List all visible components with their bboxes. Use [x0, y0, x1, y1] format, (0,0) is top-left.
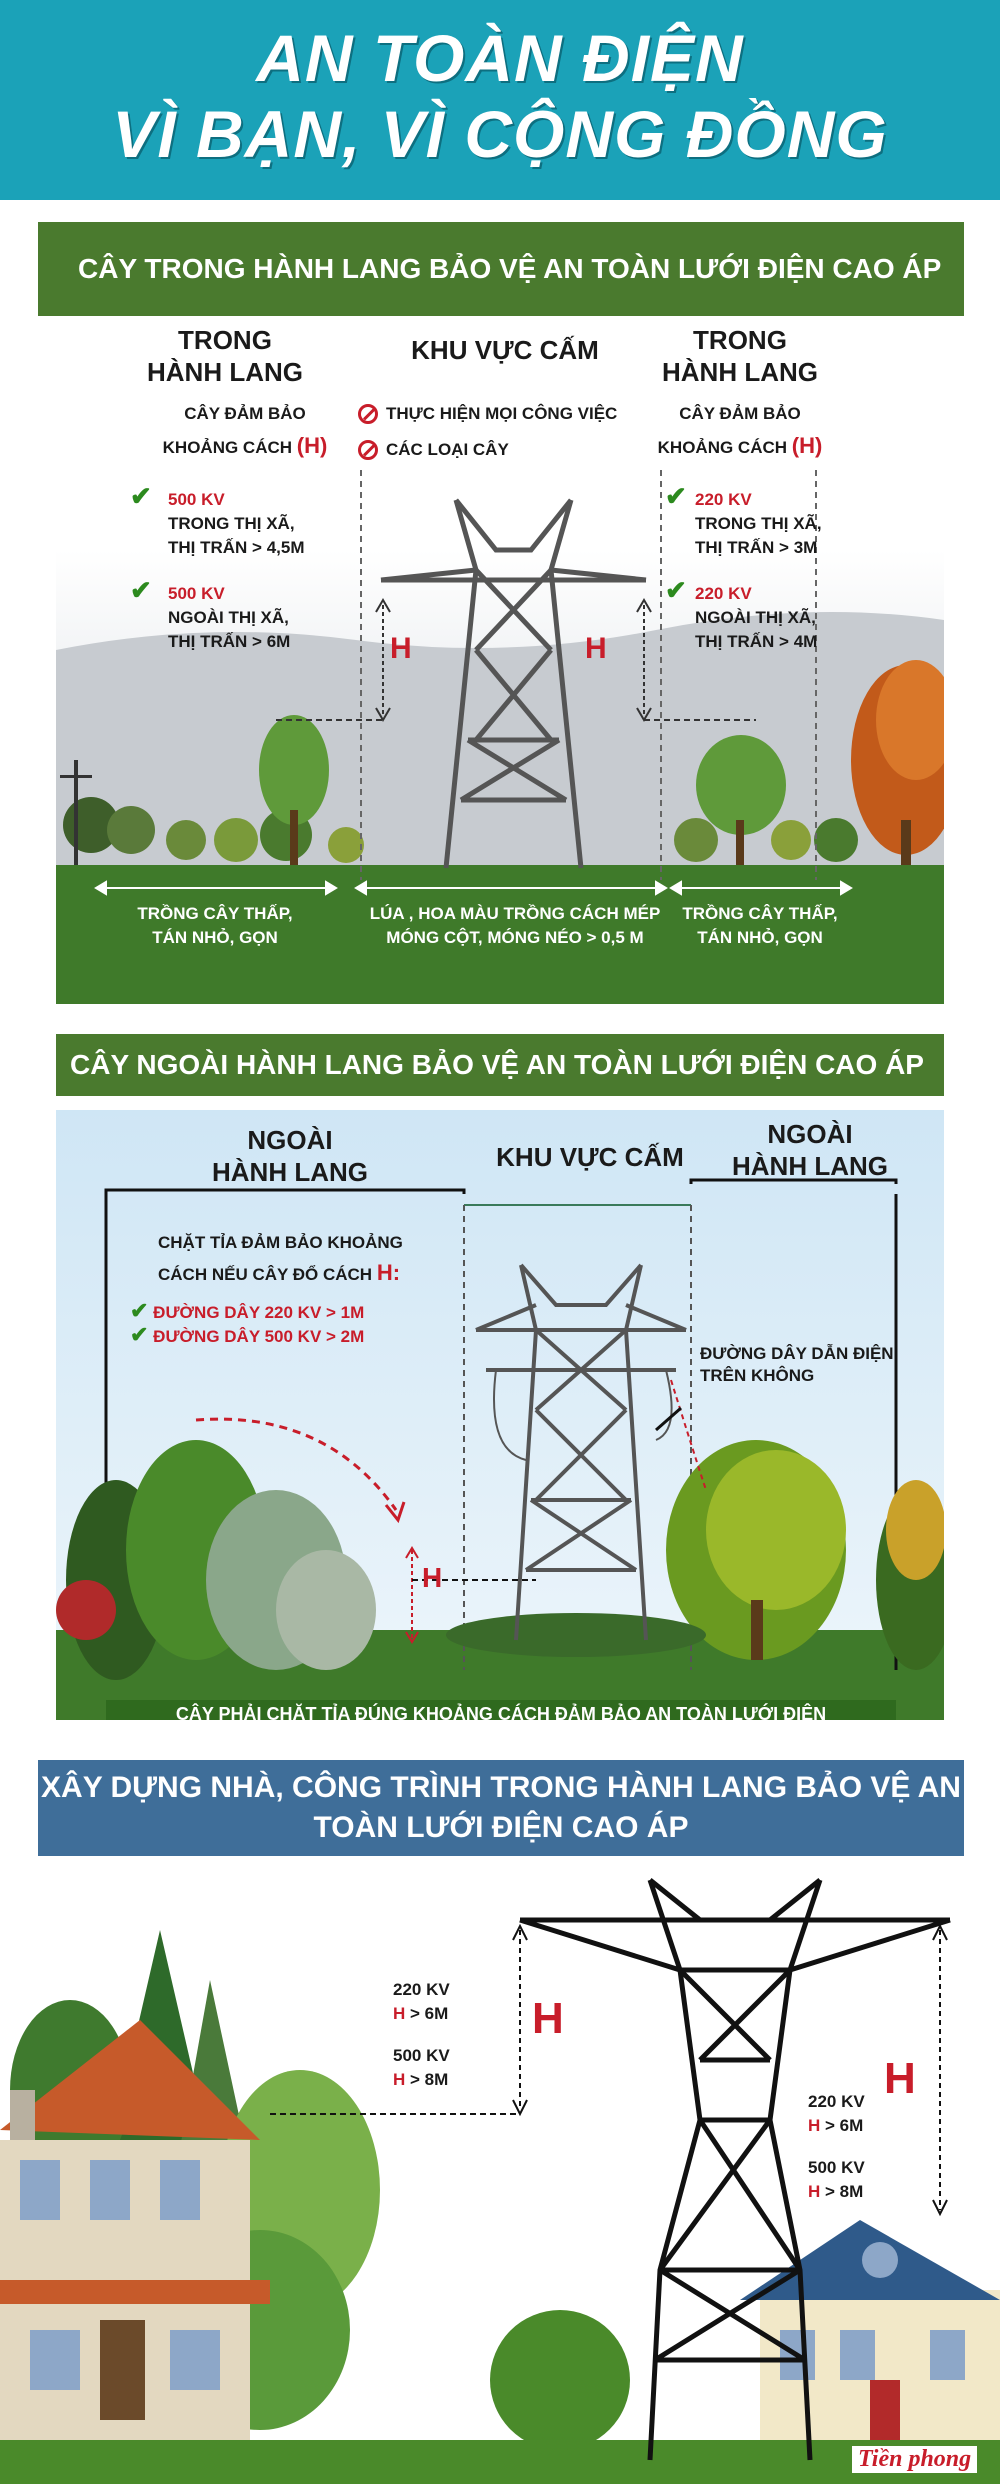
s1-right-220b: [665, 575, 845, 654]
s1-left-note: CÂY ĐẢM BẢO KHOẢNG CÁCH (H): [150, 402, 340, 460]
s1-left-heading-1: TRONG: [178, 325, 272, 355]
section1-banner-text: CÂY TRONG HÀNH LANG BẢO VỆ AN TOÀN LƯỚI ĐIỆN CAO ÁP: [78, 253, 942, 284]
s2-wire-label-2: TRÊN KHÔNG: [700, 1366, 815, 1385]
s3-right-220-h: H: [808, 2116, 821, 2135]
section3-banner-line2: TOÀN LƯỚI ĐIỆN CAO ÁP: [313, 1811, 689, 1844]
s1-ground-left-1: TRỒNG CÂY THẤP,: [137, 904, 293, 923]
s1-left-500b: [130, 575, 340, 654]
s1-forbidden-item-1: [358, 402, 628, 426]
s1-right-heading: [630, 324, 850, 388]
s1-ground-left-2: TÁN NHỎ, GỌN: [152, 928, 278, 947]
section3-banner: [38, 1760, 964, 1856]
s1-right-heading-1: TRONG: [693, 325, 787, 355]
s1-right-heading-2: HÀNH LANG: [662, 357, 818, 387]
s1-right-220b-kv: 220 KV: [695, 584, 752, 603]
s1-right-note: CÂY ĐẢM BẢO KHOẢNG CÁCH (H): [655, 402, 825, 460]
checkmark-icon: ✔: [665, 481, 687, 511]
right-house: [740, 2220, 1000, 2440]
s1-right-220a-kv: 220 KV: [695, 490, 752, 509]
s2-rule-220-row: [130, 1300, 430, 1324]
s1-right-220a-l1: TRONG THỊ XÃ,: [695, 514, 822, 533]
s3-left-220-val: > 6M: [410, 2004, 449, 2023]
s1-left-heading: [110, 324, 340, 388]
section1-banner: [38, 222, 964, 316]
s2-rule-500-row: [130, 1324, 430, 1348]
checkmark-icon: ✔: [130, 1322, 149, 1347]
s1-h-label-right: H: [585, 632, 607, 665]
section2-banner: [56, 1034, 944, 1096]
s1-left-500b-l2: THỊ TRẤN > 6M: [168, 632, 291, 651]
s2-wire-label-1: ĐƯỜNG DÂY DẪN ĐIỆN: [700, 1344, 894, 1363]
s1-right-220a: [665, 481, 845, 560]
page-title-line1: AN TOÀN ĐIỆN: [256, 21, 744, 95]
s2-left-heading-2: HÀNH LANG: [212, 1157, 368, 1187]
s1-center-heading: KHU VỰC CẤM: [411, 335, 599, 365]
s3-right-220: [808, 2090, 948, 2138]
s1-ground-left: [95, 902, 335, 950]
s3-left-500-val: > 8M: [410, 2070, 449, 2089]
s2-rules: [130, 1300, 430, 1348]
s3-left-220-h: H: [393, 2004, 406, 2023]
s1-ground-center-2: MÓNG CỘT, MÓNG NÉO > 0,5 M: [386, 928, 644, 947]
s1-left-500b-kv: 500 KV: [168, 584, 225, 603]
s3-left-500-h: H: [393, 2070, 406, 2089]
s3-right-500-h: H: [808, 2182, 821, 2201]
no-entry-icon: [358, 404, 378, 424]
s1-right-h-symbol: H: [799, 433, 815, 458]
section2-banner-text: CÂY NGOÀI HÀNH LANG BẢO VỆ AN TOÀN LƯỚI ĐIỆN CAO ÁP: [70, 1049, 924, 1080]
s3-right-500-val: > 8M: [825, 2182, 864, 2201]
s3-right-500-kv: 500 KV: [808, 2158, 865, 2177]
s1-left-note-2: KHOẢNG CÁCH: [162, 438, 293, 457]
s1-left-500a-l1: TRONG THỊ XÃ,: [168, 514, 295, 533]
s1-ground-right-1: TRỒNG CÂY THẤP,: [682, 904, 838, 923]
s2-note-1: CHẶT TỈA ĐẢM BẢO KHOẢNG: [158, 1233, 403, 1252]
s3-left-220: [393, 1978, 533, 2026]
page-title-line2: VÌ BẠN, VÌ CỘNG ĐỒNG: [112, 97, 888, 171]
no-entry-icon: [358, 440, 378, 460]
s1-forbidden-text-1: THỰC HIỆN MỌI CÔNG VIỆC: [386, 404, 618, 423]
s1-ground-right-2: TÁN NHỎ, GỌN: [697, 928, 823, 947]
s2-wire-label: [700, 1343, 920, 1387]
s2-h-label: H: [422, 1562, 443, 1593]
s1-left-500a: [130, 481, 340, 560]
s2-rule-220: ĐƯỜNG DÂY 220 KV > 1M: [153, 1303, 365, 1322]
s1-right-220a-l2: THỊ TRẤN > 3M: [695, 538, 818, 557]
s1-right-220b-l1: NGOÀI THỊ XÃ,: [695, 608, 816, 627]
s2-note: [158, 1228, 418, 1290]
s3-left-500-kv: 500 KV: [393, 2046, 450, 2065]
s3-right-220-kv: 220 KV: [808, 2092, 865, 2111]
s2-h-symbol: H:: [376, 1260, 401, 1285]
s1-left-heading-2: HÀNH LANG: [147, 357, 303, 387]
s1-left-500b-l1: NGOÀI THỊ XÃ,: [168, 608, 289, 627]
s1-left-h-symbol: H: [304, 433, 320, 458]
s2-note-2: CÁCH NẾU CÂY ĐỔ CÁCH: [158, 1265, 373, 1284]
s3-left-500: [393, 2044, 533, 2092]
s3-h-label-right: H: [884, 2054, 916, 2103]
bushes: [446, 1613, 706, 1657]
checkmark-icon: ✔: [130, 1298, 149, 1323]
s1-forbidden-text-2: CÁC LOẠI CÂY: [386, 440, 509, 459]
s1-h-label-left: H: [390, 632, 412, 665]
s2-footer-text: CÂY PHẢI CHẶT TỈA ĐÚNG KHOẢNG CÁCH ĐẢM BẢO AN TOÀN LƯỚI ĐIỆN: [175, 1704, 827, 1724]
s1-forbidden-list: [358, 402, 628, 462]
s1-left-500a-l2: THỊ TRẤN > 4,5M: [168, 538, 305, 557]
s2-center-heading: KHU VỰC CẤM: [496, 1142, 684, 1172]
s1-right-note-1: CÂY ĐẢM BẢO: [679, 404, 801, 423]
s3-h-label-left: H: [532, 1994, 564, 2043]
s1-ground-right: [660, 902, 860, 950]
checkmark-icon: ✔: [665, 575, 687, 605]
s2-left-heading: [150, 1124, 430, 1188]
s2-right-heading-1: NGOÀI: [767, 1119, 853, 1149]
checkmark-icon: ✔: [130, 575, 152, 605]
s2-rule-500: ĐƯỜNG DÂY 500 KV > 2M: [153, 1327, 365, 1346]
s2-right-heading-2: HÀNH LANG: [732, 1151, 888, 1181]
s2-right-heading: [700, 1118, 920, 1182]
section2-illustration: [56, 1110, 944, 1720]
checkmark-icon: ✔: [130, 481, 152, 511]
tienphong-logo: Tiền phong: [852, 2446, 977, 2473]
s1-ground-center: [350, 902, 680, 950]
s1-right-220b-l2: THỊ TRẤN > 4M: [695, 632, 818, 651]
s3-left-220-kv: 220 KV: [393, 1980, 450, 1999]
s1-left-500a-kv: 500 KV: [168, 490, 225, 509]
s1-ground-center-1: LÚA , HOA MÀU TRỒNG CÁCH MÉP: [369, 904, 661, 923]
s1-left-note-1: CÂY ĐẢM BẢO: [184, 404, 306, 423]
section3-banner-line1: XÂY DỰNG NHÀ, CÔNG TRÌNH TRONG HÀNH LANG BẢO VỆ AN: [41, 1771, 961, 1804]
s2-left-heading-1: NGOÀI: [247, 1125, 333, 1155]
ground: [0, 2440, 1000, 2484]
s3-right-500: [808, 2156, 948, 2204]
s3-right-220-val: > 6M: [825, 2116, 864, 2135]
s1-forbidden-item-2: [358, 438, 628, 462]
s1-right-note-2: KHOẢNG CÁCH: [657, 438, 788, 457]
